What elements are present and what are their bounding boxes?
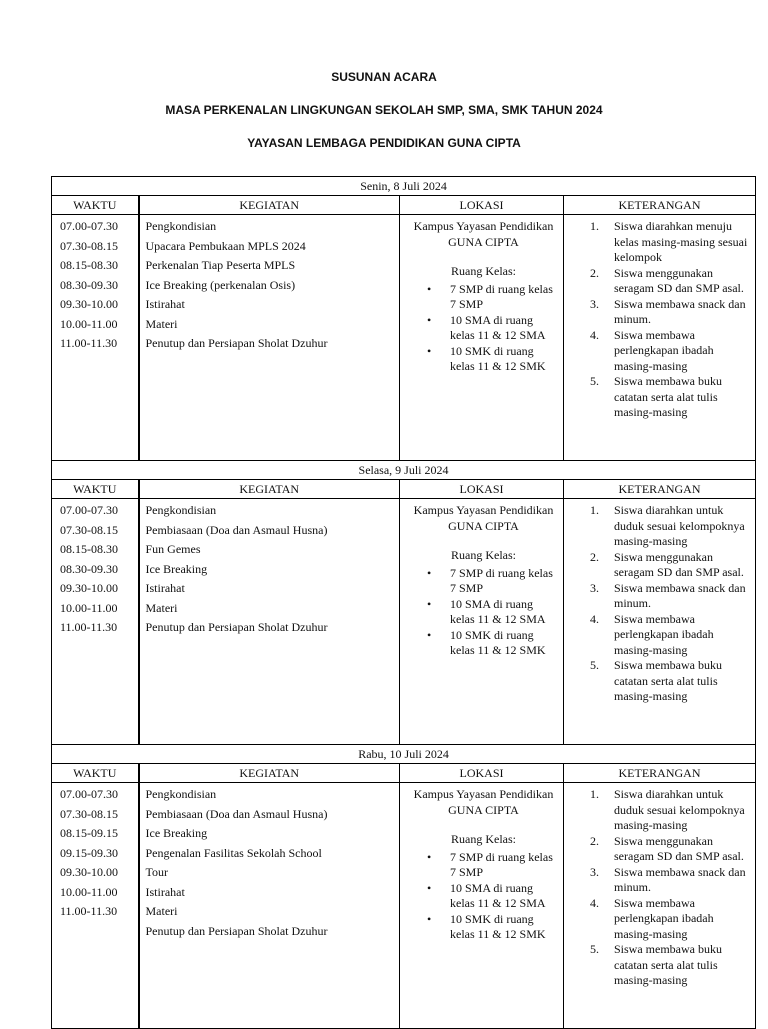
column-header-row (52, 764, 756, 783)
note-number: 1. (590, 219, 599, 233)
room-list (408, 566, 559, 659)
activity-item: Istirahat (145, 297, 185, 311)
note-item (568, 865, 749, 896)
day-date: Rabu, 10 Juli 2024 (52, 745, 756, 764)
note-list (568, 219, 749, 421)
activity-item: Materi (145, 316, 178, 331)
note-text: Siswa diarahkan untuk duduk sesuai kelompoknya masing-masing (614, 787, 745, 832)
time-slot: 07.30-08.15 (60, 806, 118, 821)
activity-item: Penutup dan Persiapan Sholat Dzuhur (145, 620, 328, 634)
note-text: Siswa menggunakan seragam SD dan SMP asal. (614, 833, 744, 863)
document-title: SUSUNAN ACARA (331, 70, 437, 84)
note-number: 2. (590, 833, 599, 848)
activity-item: Pengkondisian (145, 787, 217, 801)
activity-item: Upacara Pembukaan MPLS 2024 (145, 238, 306, 253)
time-slot: 09.30-10.00 (60, 581, 118, 595)
note-text: Siswa membawa buku catatan serta alat tulis masing-masing (614, 374, 722, 419)
waktu-cell (52, 499, 139, 745)
note-text: Siswa menggunakan seragam SD dan SMP asal. (614, 549, 744, 579)
time-slot: 07.00-07.30 (60, 219, 118, 233)
time-slot: 10.00-11.00 (60, 600, 118, 615)
column-header-keterangan: KETERANGAN (564, 764, 756, 783)
day-date: Senin, 8 Juli 2024 (52, 177, 756, 196)
activity-item: Fun Gemes (145, 542, 201, 556)
note-item (568, 834, 749, 865)
column-header-lokasi: LOKASI (400, 764, 564, 783)
keterangan-cell (564, 499, 756, 745)
note-number: 3. (590, 580, 599, 595)
note-number: 4. (590, 611, 599, 626)
keterangan-cell (564, 215, 756, 461)
note-item (568, 297, 749, 328)
time-slot: 11.00-11.30 (60, 620, 118, 634)
note-number: 2. (590, 265, 599, 280)
note-number: 2. (590, 549, 599, 564)
note-item (568, 787, 749, 834)
day-header-row (52, 745, 756, 764)
day-content-row (52, 215, 756, 461)
column-header-waktu: WAKTU (52, 196, 139, 215)
note-item (568, 266, 749, 297)
column-header-kegiatan: KEGIATAN (139, 764, 400, 783)
day-content-row (52, 499, 756, 745)
location-main: Kampus Yayasan Pendidikan GUNA CIPTA (413, 503, 554, 533)
note-item (568, 503, 749, 550)
document-subtitle: MASA PERKENALAN LINGKUNGAN SEKOLAH SMP, SMA, SMK TAHUN 2024 (165, 103, 603, 117)
note-number: 4. (590, 895, 599, 910)
kegiatan-cell (139, 783, 400, 1029)
note-item (568, 942, 749, 989)
room-item: • 10 SMA di ruang kelas 11 & 12 SMA (408, 881, 559, 912)
time-slot: 08.30-09.30 (60, 561, 118, 576)
location-main: Kampus Yayasan Pendidikan GUNA CIPTA (413, 787, 554, 817)
room-item: • 10 SMK di ruang kelas 11 & 12 SMK (408, 344, 559, 375)
activity-item: Penutup dan Persiapan Sholat Dzuhur (145, 923, 328, 938)
note-item (568, 219, 749, 266)
note-text: Siswa membawa perlengkapan ibadah masing-masing (614, 895, 714, 941)
activity-item: Pengkondisian (145, 503, 217, 517)
activity-item: Istirahat (145, 884, 185, 899)
note-item (568, 896, 749, 943)
lokasi-cell (400, 215, 564, 461)
column-header-row (52, 196, 756, 215)
time-slot: 09.15-09.30 (60, 845, 118, 860)
activity-item: Materi (145, 904, 178, 918)
activity-item: Pembiasaan (Doa dan Asmaul Husna) (145, 522, 328, 537)
room-item: • 7 SMP di ruang kelas 7 SMP (408, 566, 559, 597)
column-header-keterangan: KETERANGAN (564, 480, 756, 499)
column-header-lokasi: LOKASI (400, 480, 564, 499)
room-item: • 7 SMP di ruang kelas 7 SMP (408, 850, 559, 881)
column-header-row (52, 480, 756, 499)
time-slot: 09.30-10.00 (60, 865, 118, 879)
activity-item: Penutup dan Persiapan Sholat Dzuhur (145, 336, 328, 350)
note-number: 3. (590, 296, 599, 311)
room-item: • 10 SMK di ruang kelas 11 & 12 SMK (408, 628, 559, 659)
note-text: Siswa membawa perlengkapan ibadah masing-masing (614, 327, 714, 373)
note-text: Siswa membawa snack dan minum. (614, 864, 746, 894)
lokasi-cell (400, 783, 564, 1029)
note-text: Siswa membawa perlengkapan ibadah masing-masing (614, 611, 714, 657)
time-slot: 07.00-07.30 (60, 503, 118, 517)
note-item (568, 374, 749, 421)
note-text: Siswa menggunakan seragam SD dan SMP asal. (614, 265, 744, 295)
ruang-label: Ruang Kelas: (451, 548, 516, 562)
note-number: 5. (590, 658, 599, 672)
time-slot: 09.30-10.00 (60, 297, 118, 311)
organization-name: YAYASAN LEMBAGA PENDIDIKAN GUNA CIPTA (247, 136, 521, 150)
room-item: • 10 SMK di ruang kelas 11 & 12 SMK (408, 912, 559, 943)
schedule-table (51, 176, 756, 1029)
note-item (568, 328, 749, 375)
activity-item: Pembiasaan (Doa dan Asmaul Husna) (145, 806, 328, 821)
lokasi-cell (400, 499, 564, 745)
activity-item: Ice Breaking (145, 561, 208, 576)
column-header-kegiatan: KEGIATAN (139, 480, 400, 499)
note-number: 5. (590, 942, 599, 956)
note-number: 4. (590, 327, 599, 342)
activity-item: Ice Breaking (perkenalan Osis) (145, 277, 296, 292)
activity-item: Tour (145, 865, 168, 879)
activity-item: Perkenalan Tiap Peserta MPLS (145, 258, 296, 272)
note-text: Siswa membawa snack dan minum. (614, 296, 746, 326)
note-number: 1. (590, 787, 599, 801)
column-header-keterangan: KETERANGAN (564, 196, 756, 215)
column-header-waktu: WAKTU (52, 764, 139, 783)
waktu-cell (52, 215, 139, 461)
time-slot: 10.00-11.00 (60, 316, 118, 331)
column-header-waktu: WAKTU (52, 480, 139, 499)
ruang-label: Ruang Kelas: (451, 264, 516, 278)
day-content-row (52, 783, 756, 1029)
room-list (408, 850, 559, 943)
activity-item: Ice Breaking (145, 826, 208, 840)
note-text: Siswa diarahkan menuju kelas masing-masing sesuai kelompok (614, 219, 748, 264)
time-slot: 07.30-08.15 (60, 522, 118, 537)
time-slot: 11.00-11.30 (60, 904, 118, 918)
kegiatan-cell (139, 499, 400, 745)
note-item (568, 658, 749, 705)
time-slot: 07.00-07.30 (60, 787, 118, 801)
room-item: • 10 SMA di ruang kelas 11 & 12 SMA (408, 313, 559, 344)
time-slot: 08.30-09.30 (60, 277, 118, 292)
room-list (408, 282, 559, 375)
day-header-row (52, 461, 756, 480)
activity-item: Materi (145, 600, 178, 615)
column-header-lokasi: LOKASI (400, 196, 564, 215)
room-item: • 10 SMA di ruang kelas 11 & 12 SMA (408, 597, 559, 628)
note-number: 3. (590, 864, 599, 879)
note-list (568, 787, 749, 989)
activity-item: Pengkondisian (145, 219, 217, 233)
note-item (568, 581, 749, 612)
note-item (568, 550, 749, 581)
note-text: Siswa diarahkan untuk duduk sesuai kelompoknya masing-masing (614, 503, 745, 548)
location-main: Kampus Yayasan Pendidikan GUNA CIPTA (413, 219, 554, 249)
kegiatan-cell (139, 215, 400, 461)
note-text: Siswa membawa snack dan minum. (614, 580, 746, 610)
time-slot: 10.00-11.00 (60, 884, 118, 899)
time-slot: 08.15-09.15 (60, 826, 118, 840)
note-text: Siswa membawa buku catatan serta alat tulis masing-masing (614, 942, 722, 987)
time-slot: 08.15-08.30 (60, 258, 118, 272)
keterangan-cell (564, 783, 756, 1029)
note-item (568, 612, 749, 659)
note-text: Siswa membawa buku catatan serta alat tulis masing-masing (614, 658, 722, 703)
time-slot: 08.15-08.30 (60, 542, 118, 556)
day-header-row (52, 177, 756, 196)
waktu-cell (52, 783, 139, 1029)
note-list (568, 503, 749, 705)
time-slot: 11.00-11.30 (60, 336, 118, 350)
day-date: Selasa, 9 Juli 2024 (52, 461, 756, 480)
activity-item: Istirahat (145, 581, 185, 595)
note-number: 1. (590, 503, 599, 517)
time-slot: 07.30-08.15 (60, 238, 118, 253)
column-header-kegiatan: KEGIATAN (139, 196, 400, 215)
room-item: • 7 SMP di ruang kelas 7 SMP (408, 282, 559, 313)
note-number: 5. (590, 374, 599, 388)
activity-item: Pengenalan Fasilitas Sekolah School (145, 845, 322, 860)
ruang-label: Ruang Kelas: (451, 832, 516, 846)
